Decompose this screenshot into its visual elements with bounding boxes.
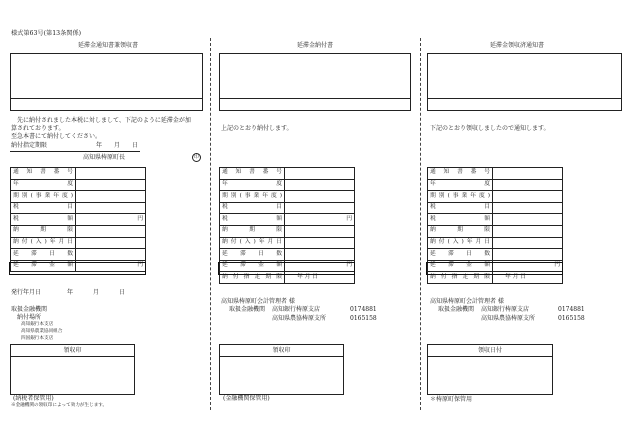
row-value	[76, 202, 146, 214]
right-receipt-box	[427, 344, 553, 395]
row-value	[493, 191, 563, 203]
row-value	[76, 168, 146, 180]
row-label: 期別(事業年度)	[11, 191, 76, 203]
row-label: 期別(事業年度)	[428, 191, 493, 203]
middle-text: 上記のとおり納付します。	[221, 125, 293, 132]
middle-bank-label: 取扱金融機関	[229, 306, 266, 313]
row-value: 年 月 日	[493, 272, 563, 284]
left-title: 延滞金通知書兼領収書	[78, 42, 139, 49]
row-label: 通 知 書 番 号	[11, 168, 76, 180]
row-value	[76, 191, 146, 203]
right-late-fee-highlight	[426, 262, 563, 275]
right-bank-label: 取扱金融機関	[438, 306, 475, 313]
row-value	[285, 225, 355, 237]
row-label: 年 度	[11, 179, 76, 191]
table-row	[220, 202, 355, 214]
row-label: 通 知 書 番 号	[428, 168, 493, 180]
table-row	[428, 202, 563, 214]
row-value: 円	[76, 260, 146, 272]
middle-title: 延滞金納付書	[297, 42, 334, 49]
row-value	[493, 237, 563, 249]
row-value	[285, 168, 355, 180]
row-value	[76, 249, 146, 261]
table-row	[428, 214, 563, 226]
row-label: 納付(入)年月日	[428, 237, 493, 249]
left-issuer: 高知県梼原町長	[83, 154, 126, 161]
left-issue-label: 発行年月日	[11, 289, 42, 296]
table-row	[11, 202, 146, 214]
right-receipt-label: 領収日付	[477, 347, 502, 354]
middle-bank1-name: 高知銀行梼原支店	[272, 306, 321, 313]
row-label: 延 滞 日 数	[220, 249, 285, 261]
middle-late-fee-highlight	[218, 262, 355, 275]
middle-bank2-code: 0165158	[350, 315, 377, 322]
left-bank-label: 取扱金融機関	[11, 306, 48, 313]
middle-bank1-code: 0174881	[350, 306, 377, 313]
table-row	[428, 237, 563, 249]
left-late-fee-highlight	[9, 262, 146, 275]
right-bank1-code: 0174881	[558, 306, 585, 313]
row-value	[493, 214, 563, 226]
left-footer2: ※金融機関の領収印によって効力が生じます。	[11, 403, 108, 408]
table-row	[220, 225, 355, 237]
row-value	[493, 168, 563, 180]
row-label: 納付(入)年月日	[220, 237, 285, 249]
row-value	[285, 249, 355, 261]
table-row	[428, 168, 563, 180]
right-bank2-code: 0165158	[558, 315, 585, 322]
left-footer1: (納税者保管用)	[13, 395, 54, 402]
row-label: 税 目	[11, 202, 76, 214]
middle-footer: (金融機関保管用)	[223, 395, 270, 402]
table-row	[220, 249, 355, 261]
left-notice-line1: 先に納付されました本税に対しまして、下記のように延滞金が加	[17, 117, 191, 124]
table-row	[11, 237, 146, 249]
row-label: 税 額	[220, 214, 285, 226]
right-title: 延滞金領収済通知書	[490, 42, 545, 49]
left-notice-line2: 算されております。	[11, 125, 65, 132]
row-value	[76, 225, 146, 237]
right-address-box	[427, 53, 622, 111]
table-row	[11, 249, 146, 261]
row-label: 延 滞 金 額	[220, 260, 285, 272]
left-receipt-box	[10, 344, 135, 395]
left-issue-day: 日	[119, 289, 126, 296]
left-issue-year: 年	[67, 289, 74, 296]
left-payment-place: 納付場所	[17, 314, 42, 321]
left-receipt-label: 領収印	[63, 347, 82, 354]
left-bank1: 高知銀行本支店	[21, 322, 54, 327]
right-bank2-name: 高知県農協梼原支所	[481, 315, 536, 322]
row-label: 年 度	[428, 179, 493, 191]
middle-receipt-box	[219, 344, 344, 395]
table-row	[428, 249, 563, 261]
right-bank1-name: 高知銀行梼原支店	[481, 306, 530, 313]
right-footer: ＊梼原町保管用	[430, 396, 473, 403]
left-deadline-day: 日	[132, 142, 139, 149]
row-label: 期別(事業年度)	[220, 191, 285, 203]
right-payee: 高知県梼原町会計管理者 様	[430, 298, 504, 305]
table-row	[220, 179, 355, 191]
row-label: 延 滞 金 額	[428, 260, 493, 272]
left-bank3: 四国銀行本支店	[21, 336, 54, 341]
row-label: 税 目	[220, 202, 285, 214]
table-row	[428, 225, 563, 237]
table-row	[428, 191, 563, 203]
left-deadline-year: 年	[96, 142, 103, 149]
perforation-line-1	[210, 38, 211, 410]
row-value: 円	[76, 214, 146, 226]
left-address-box	[10, 53, 203, 111]
row-value: 年 月 日	[285, 272, 355, 284]
left-deadline-month: 月	[114, 142, 121, 149]
row-value	[285, 237, 355, 249]
table-row	[11, 168, 146, 180]
middle-address-box	[219, 53, 411, 111]
table-row	[428, 179, 563, 191]
form-number: 様式第63号(第13条関係)	[11, 30, 82, 37]
row-value	[76, 179, 146, 191]
middle-bank2-name: 高知県農協梼原支所	[272, 315, 327, 322]
row-label: 税 額	[428, 214, 493, 226]
row-label: 延 滞 金 額	[11, 260, 76, 272]
row-value	[285, 179, 355, 191]
middle-payee: 高知県梼原町会計管理者 様	[221, 298, 295, 305]
row-label: 税 額	[11, 214, 76, 226]
table-row	[220, 191, 355, 203]
left-deadline-label: 納付指定期限	[11, 142, 48, 149]
row-label: 延 滞 日 数	[428, 249, 493, 261]
row-label: 納 期 限	[220, 225, 285, 237]
left-deadline-underline	[10, 151, 140, 152]
row-label: 税 目	[428, 202, 493, 214]
row-label: 通 知 書 番 号	[220, 168, 285, 180]
seal-mark: 印	[193, 154, 199, 160]
row-value	[493, 179, 563, 191]
row-label: 納 期 限	[11, 225, 76, 237]
left-notice-line3: 至急本書にて納付してください。	[11, 133, 102, 140]
table-row	[220, 168, 355, 180]
row-label: 年 度	[220, 179, 285, 191]
row-value: 円	[493, 260, 563, 272]
row-label: 納付(入)年月日	[11, 237, 76, 249]
row-value: 円	[285, 260, 355, 272]
table-row	[220, 237, 355, 249]
row-value	[493, 249, 563, 261]
row-value: 円	[285, 214, 355, 226]
row-label: 納付指定期限	[428, 272, 493, 284]
table-row	[11, 225, 146, 237]
row-value	[76, 237, 146, 249]
row-label: 納付指定期限	[220, 272, 285, 284]
left-tax-table	[10, 167, 146, 272]
perforation-line-2	[420, 38, 421, 410]
row-value	[493, 225, 563, 237]
row-value	[285, 191, 355, 203]
table-row	[11, 214, 146, 226]
table-row	[220, 214, 355, 226]
row-value	[493, 202, 563, 214]
row-value	[285, 202, 355, 214]
right-text: 下記のとおり領収しましたので通知します。	[430, 125, 550, 132]
left-issue-month: 月	[93, 289, 100, 296]
row-label: 納 期 限	[428, 225, 493, 237]
row-label: 延 滞 日 数	[11, 249, 76, 261]
table-row	[11, 191, 146, 203]
left-bank2: 高知県農業協同組合	[21, 329, 63, 334]
middle-receipt-label: 領収印	[272, 347, 291, 354]
table-row	[11, 179, 146, 191]
